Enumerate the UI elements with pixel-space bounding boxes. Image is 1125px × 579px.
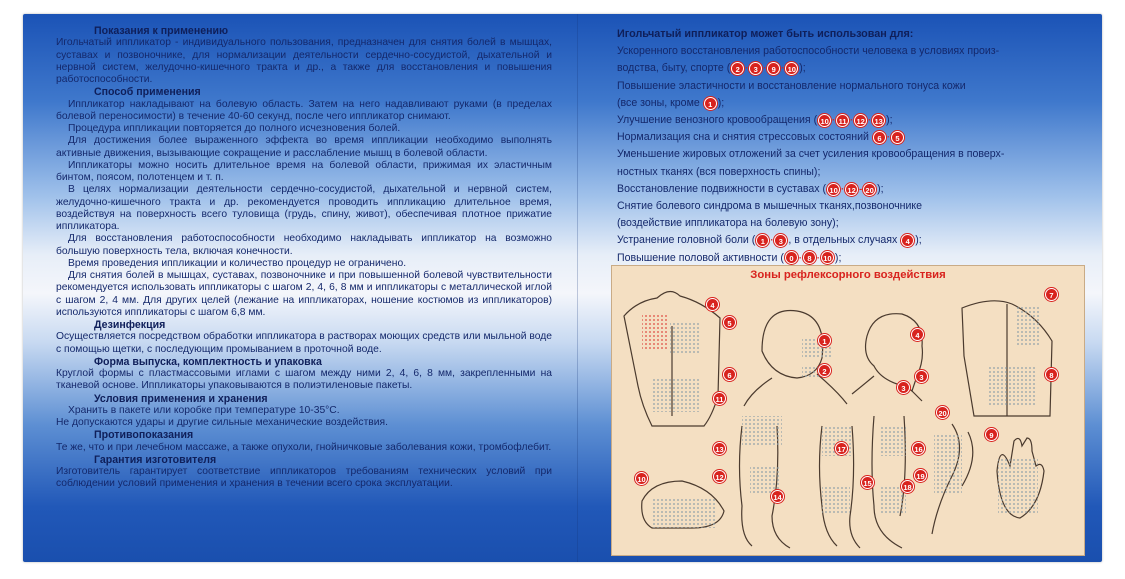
- disinfection-text: Осуществляется посредством обработки иппликатора в растворах моющих средств или мыльной воде с помощью щетки, с последующим промыванием в проточной воде.: [56, 331, 552, 355]
- zone-badges: 0 · 8 · 10: [784, 252, 835, 264]
- zone-marker: 10: [635, 472, 648, 485]
- zone-marker: 14: [771, 490, 784, 503]
- zone-badges: 10 · 11 · 12 · 13: [817, 114, 886, 126]
- storage-heading: Условия применения и хранения: [94, 392, 268, 405]
- zone-marker: 3: [915, 370, 928, 383]
- zone-badge: 11: [836, 114, 849, 127]
- usage-item: Ускоренного восстановления работоспособности человека в условиях произ- водства, быту, спорте ( 2 · 3 · 9 · 10 );: [617, 45, 1000, 75]
- zone-badge: 1: [756, 234, 769, 247]
- reflex-zones-panel: [611, 265, 1085, 556]
- indications-heading: Показания к применению: [94, 25, 229, 37]
- disinfection-heading: Дезинфекция: [94, 319, 166, 331]
- zone-marker: 5: [723, 316, 736, 329]
- method-paragraph: Иппликаторы можно носить длительное время на болевой области, прижимая их эластичным бинтом, поясом, полотенцем и т. п.: [56, 159, 552, 183]
- warranty-text: Изготовитель гарантирует соответствие иппликаторов требованиям технических условий при соблюдении условий применения и хранения в течении всего срока эксплуатации.: [56, 466, 552, 490]
- method-heading: Способ применения: [94, 86, 201, 99]
- zone-badges: 2 · 3 · 9 · 10: [730, 62, 799, 74]
- zone-badge: 9: [767, 62, 780, 75]
- brochure: [23, 14, 1102, 562]
- usage-item: Улучшение венозного кровообращения ( 10 · 11 · 12 · 13 );: [617, 114, 893, 127]
- zone-badge: 3: [749, 62, 762, 75]
- zone-marker: 4: [911, 328, 924, 341]
- usage-item: Снятие болевого синдрома в мышечных тканях,позвоночнике (воздействие иппликатора на болевую зону);: [617, 200, 923, 230]
- zone-badge: 10: [785, 62, 798, 75]
- zone-badge: 2: [731, 62, 744, 75]
- method-paragraph: Время проведения иппликации и количество процедур не ограничено.: [68, 257, 407, 269]
- zone-badge: 12: [845, 183, 858, 196]
- zone-badge: 0: [785, 251, 798, 264]
- body-illustration: [612, 266, 1084, 555]
- usage-item: Устранение головной боли ( 1 · 3 , в отдельных случаях 4 );: [617, 234, 922, 247]
- zone-marker: 13: [713, 442, 726, 455]
- zone-badge: 8: [803, 251, 816, 264]
- zone-badge: 12: [854, 114, 867, 127]
- usage-item: Нормализация сна и снятия стрессовых состояний 6 · 5: [617, 129, 1077, 146]
- fold-line: [577, 14, 578, 562]
- zone-badge: 5: [891, 131, 904, 144]
- form-text: Круглой формы с пластмассовыми иглами с шагом между ними 2, 4, 6, 8 мм, закрепленными на тканевой основе. Иппликаторы упаковываются в полиэтиленовые пакеты.: [56, 368, 552, 392]
- zone-marker: 9: [985, 428, 998, 441]
- zone-badges: 6 · 5: [872, 131, 905, 143]
- zone-marker: 19: [914, 469, 927, 482]
- zone-marker: 8: [1045, 368, 1058, 381]
- zone-badge: 6: [873, 131, 886, 144]
- zone-marker: 12: [713, 470, 726, 483]
- method-paragraph: Для восстановления работоспособности необходимо накладывать иппликатор на возможно большую поверхность тела, включая конечности.: [56, 233, 552, 257]
- indications-text: Игольчатый иппликатор - индивидуального пользования, предназначен для снятия болей в мышцах, суставах и позвоночнике, для нормализации деятельности сердечно-сосудистой, дыхательной и нервной систем, желудочно-кишечного тракта и др., а также для восстановления и повышения работоспособности.: [56, 37, 552, 85]
- warranty-heading: Гарантия изготовителя: [94, 453, 217, 466]
- usage-item: Повышение половой активности ( 0 · 8 · 10 );: [617, 251, 842, 264]
- storage-text: Не допускаются удары и другие сильные механические воздействия.: [56, 417, 388, 428]
- zone-marker: 20: [936, 406, 949, 419]
- method-paragraph: Для снятия болей в мышцах, суставах, позвоночнике и при повышенной болевой чувствительности рекомендуется использовать иппликаторы с шагом 2, 4, 6, 8 мм и иппликаторы с металлической иглой с шагом 2, 4 мм. Для других целей (лежание на иппликаторах, ношение костюмов из иппликаторов) используются иппликаторы с шагом 6,8 мм.: [56, 270, 552, 318]
- method-paragraph: Процедура иппликации повторяется до полного исчезновения болей.: [68, 123, 401, 134]
- zone-badge: 10: [821, 251, 834, 264]
- usage-column: [617, 26, 1077, 267]
- method-paragraph: Для достижения более выраженного эффекта во время иппликации необходимо выполнять активные движения, вызывающие сокращение и расслабление мышц в болевой области.: [56, 135, 552, 159]
- zone-marker: 3: [897, 381, 910, 394]
- form-heading: Форма выпуска, комплектность и упаковка: [94, 355, 322, 368]
- contraindications-text: Те же, что и при лечебном массаже, а также опухоли, гнойничковые заболевания кожи, тромбофлебит.: [56, 441, 552, 453]
- zone-marker: 4: [706, 298, 719, 311]
- zone-badge: 10: [818, 114, 831, 127]
- zone-badge: 3: [774, 234, 787, 247]
- method-paragraph: Иппликатор накладывают на болевую область. Затем на него надавливают руками (в пределах болевой переносимости) в течение 40-60 секунд, после чего иппликатор снимают.: [56, 98, 552, 122]
- zone-marker: 18: [901, 480, 914, 493]
- zone-badges: 10 · 12 - 20: [826, 183, 877, 195]
- zone-marker: 17: [835, 442, 848, 455]
- zone-badges: [900, 234, 915, 246]
- instructions-column: [56, 25, 552, 491]
- zone-marker: 16: [912, 442, 925, 455]
- zone-badge: 1: [704, 97, 717, 110]
- contraindications-heading: Противопоказания: [94, 429, 194, 442]
- zone-marker: 1: [818, 334, 831, 347]
- zone-marker: 6: [723, 368, 736, 381]
- zones-title: Зоны рефлексорного воздействия: [750, 269, 946, 281]
- zone-marker: 11: [713, 392, 726, 405]
- usage-heading: Игольчатый иппликатор может быть использован для:: [617, 28, 914, 40]
- zone-badge: 13: [872, 114, 885, 127]
- zone-marker: 15: [861, 476, 874, 489]
- usage-item: Повышение эластичности и восстановление нормального тонуса кожи (все зоны, кроме 1 );: [617, 79, 966, 109]
- method-paragraph: В целях нормализации деятельности сердечно-сосудистой, дыхательной и нервной систем, желудочно-кишечного тракта и др. рекомендуется проводить иппликацию длительное время, воздействуя на поверхность всего туловища (грудь, спину, живот), обеспечивая плотное прижатие иппликатора.: [56, 184, 552, 232]
- zone-badge: 10: [827, 183, 840, 196]
- zone-badges: 1 · 3: [755, 234, 788, 246]
- usage-item: Восстановление подвижности в суставах ( 10 · 12 - 20 );: [617, 182, 884, 195]
- zone-marker: 2: [818, 364, 831, 377]
- zone-badges: [703, 97, 718, 109]
- zone-badge: 4: [901, 234, 914, 247]
- usage-item: Уменьшение жировых отложений за счет усиления кровообращения в поверх- ностных тканях (вся поверхность спины);: [617, 148, 1005, 178]
- zone-badge: 20: [863, 183, 876, 196]
- zone-marker: 7: [1045, 288, 1058, 301]
- zone-areas: [642, 306, 1039, 528]
- storage-text: Хранить в пакете или коробке при температуре 10-35°С.: [68, 404, 340, 416]
